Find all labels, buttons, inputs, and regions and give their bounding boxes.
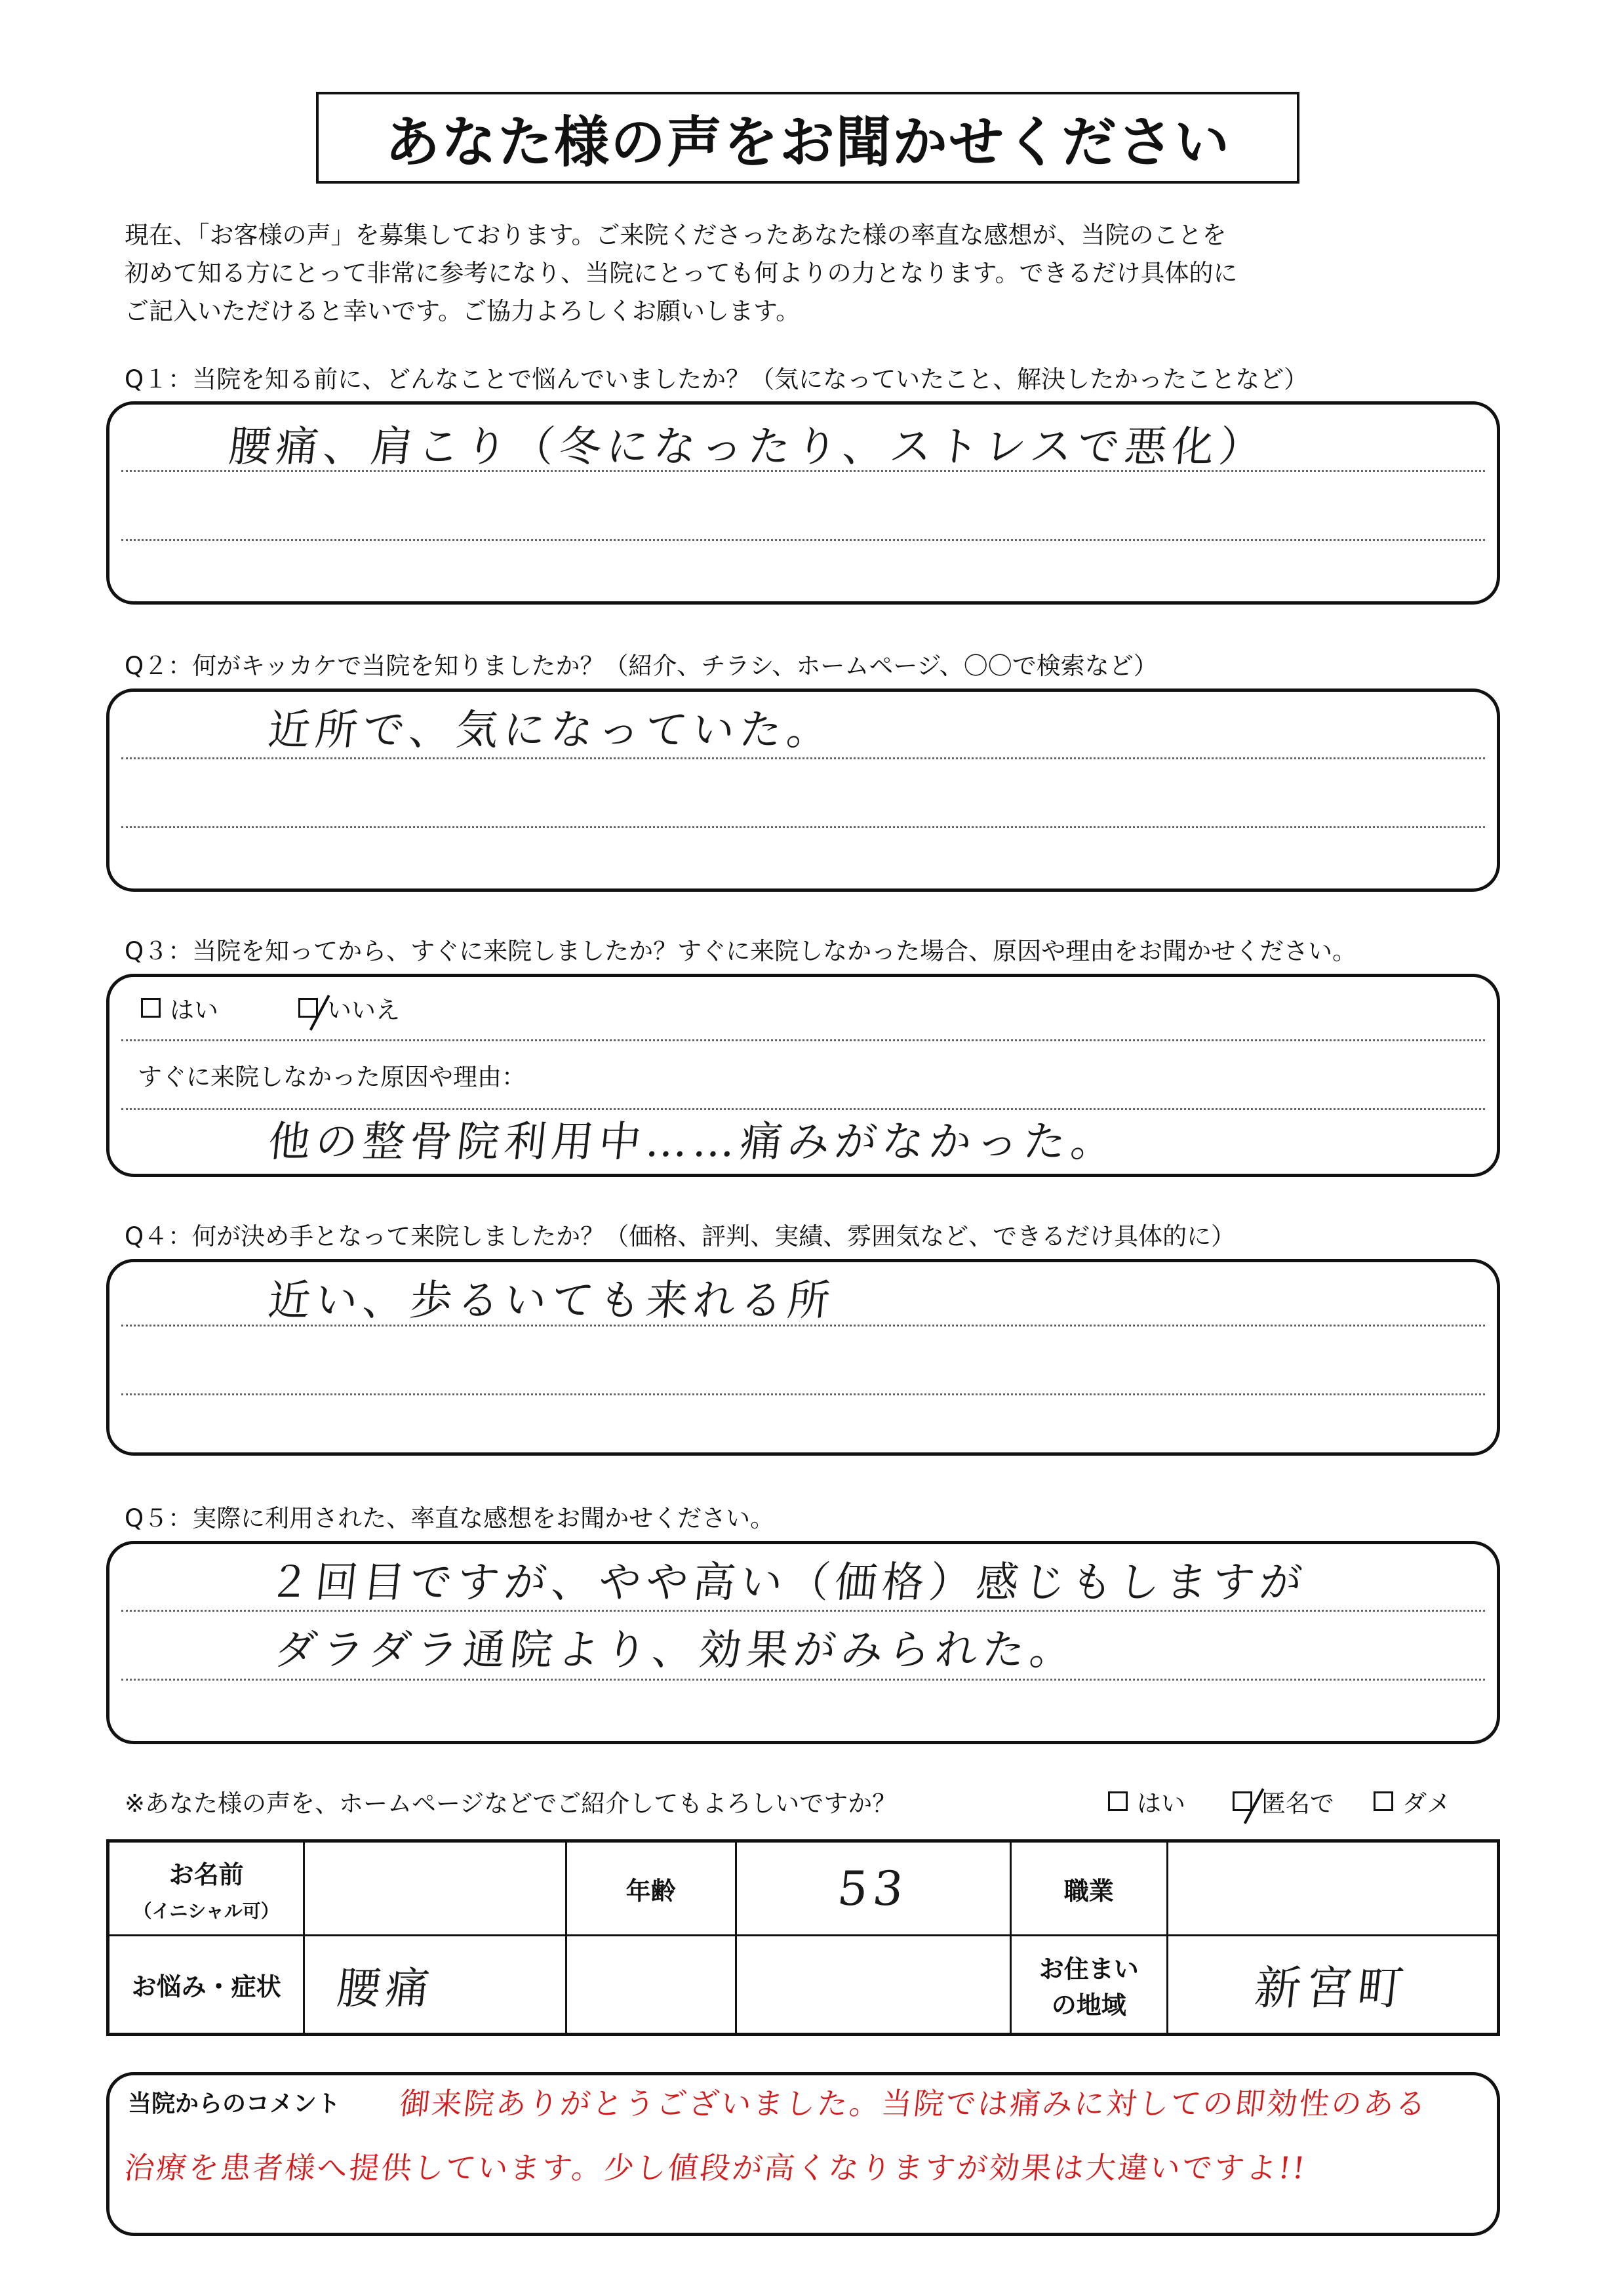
q4-handwritten-answer: 近い、歩るいても来れる所: [266, 1277, 838, 1325]
area-label-line2: の地域: [1051, 1990, 1126, 2020]
q3-label: Q３：当院を知ってから、すぐに来院しましたか？すぐに来院しなかった場合、原因や理由をお聞かせください。: [125, 937, 1357, 965]
age-label: 年齢: [566, 1841, 736, 1936]
q3-option-no-label: いいえ: [327, 996, 400, 1024]
consent-option-anonymous[interactable]: [1233, 1784, 1334, 1819]
name-label-cell: [108, 1841, 304, 1936]
consent-question: ※あなた様の声を、ホームページなどでご紹介してもよろしいですか？: [125, 1789, 897, 1818]
clinic-comment-label: 当院からのコメント: [128, 2090, 341, 2117]
q3-option-no[interactable]: [298, 990, 400, 1026]
checkbox-checked-icon[interactable]: [298, 998, 318, 1018]
consent-option-yes[interactable]: [1108, 1784, 1185, 1819]
q3-handwritten-answer: 他の整骨院利用中……痛みがなかった。: [266, 1118, 1121, 1167]
occupation-value-cell[interactable]: [1167, 1841, 1498, 1936]
intro-line: 現在、「お客様の声」を募集しております。ご来院くださったあなた様の率直な感想が、当院のことを: [125, 221, 1227, 249]
consent-option-no-label: ダメ: [1402, 1789, 1451, 1818]
intro-line: ご記入いただけると幸いです。ご協力よろしくお願いします。: [125, 297, 801, 325]
name-value-cell[interactable]: [304, 1841, 566, 1936]
consent-option-no[interactable]: [1374, 1784, 1451, 1819]
empty-cell: [736, 1936, 1010, 2035]
q3-option-yes-label: はい: [170, 996, 218, 1024]
ruled-line: [121, 1039, 1485, 1041]
symptom-label: お悩み・症状: [108, 1936, 304, 2035]
area-value-cell[interactable]: [1167, 1936, 1498, 2035]
consent-option-yes-label: はい: [1137, 1789, 1185, 1818]
q3-option-yes[interactable]: [141, 990, 218, 1026]
age-value-cell[interactable]: [736, 1841, 1010, 1936]
area-label-line1: お住まい: [1039, 1954, 1139, 1984]
q3-reason-label: すぐに来院しなかった原因や理由：: [138, 1063, 526, 1091]
q1-label: Q１：当院を知る前に、どんなことで悩んでいましたか？（気になっていたこと、解決したかったことなど）: [125, 365, 1309, 393]
q1-handwritten-answer: 腰痛、肩こり（冬になったり、ストレスで悪化）: [226, 423, 1269, 471]
intro-line: 初めて知る方にとって非常に参考になり、当院にとっても何よりの力となります。できるだけ具体的に: [125, 259, 1238, 287]
ruled-line: [121, 1393, 1485, 1395]
ruled-line: [121, 539, 1485, 541]
area-handwritten-value: 新宮町: [1252, 1961, 1412, 2016]
symptom-value-cell[interactable]: [304, 1936, 566, 2035]
q5-handwritten-answer-line1: ２回目ですが、やや高い（価格）感じもしますが: [266, 1559, 1310, 1607]
ruled-line: [121, 1679, 1485, 1681]
intro-text: [125, 216, 1501, 330]
symptom-handwritten-value: 腰痛: [334, 1963, 437, 2014]
checkbox-unchecked-icon[interactable]: [1374, 1791, 1393, 1811]
name-note: （イニシャル可）: [133, 1900, 279, 1922]
checkbox-unchecked-icon[interactable]: [141, 998, 161, 1018]
empty-cell: [566, 1936, 736, 2035]
q2-handwritten-answer: 近所で、気になっていた。: [266, 706, 837, 755]
clinic-comment-line2: 治療を患者様へ提供しています。少し値段が高くなりますが効果は大違いですよ!!: [122, 2150, 1309, 2185]
name-label: お名前: [168, 1860, 244, 1889]
q2-label: Q２：何がキッカケで当院を知りましたか？（紹介、チラシ、ホームページ、〇〇で検索など）: [125, 652, 1158, 680]
q4-label: Q４：何が決め手となって来院しましたか？（価格、評判、実績、雰囲気など、できるだけ具体的に）: [125, 1222, 1236, 1250]
occupation-label: 職業: [1010, 1841, 1167, 1936]
ruled-line: [121, 1610, 1485, 1612]
age-handwritten-value: 53: [835, 1861, 911, 1917]
q5-handwritten-answer-line2: ダラダラ通院より、効果がみられた。: [272, 1626, 1080, 1675]
checkbox-unchecked-icon[interactable]: [1108, 1791, 1128, 1811]
consent-option-anonymous-label: 匿名で: [1261, 1789, 1334, 1818]
area-label-cell: [1010, 1936, 1167, 2035]
ruled-line: [121, 826, 1485, 828]
checkbox-checked-icon[interactable]: [1233, 1791, 1252, 1811]
q5-label: Q５：実際に利用された、率直な感想をお聞かせください。: [125, 1504, 775, 1532]
respondent-info-table: [106, 1839, 1500, 2036]
page-title: あなた様の声をお聞かせください: [316, 92, 1299, 184]
clinic-comment-line1: 御来院ありがとうございました。当院では痛みに対しての即効性のある: [397, 2086, 1430, 2121]
ruled-line: [121, 757, 1485, 759]
